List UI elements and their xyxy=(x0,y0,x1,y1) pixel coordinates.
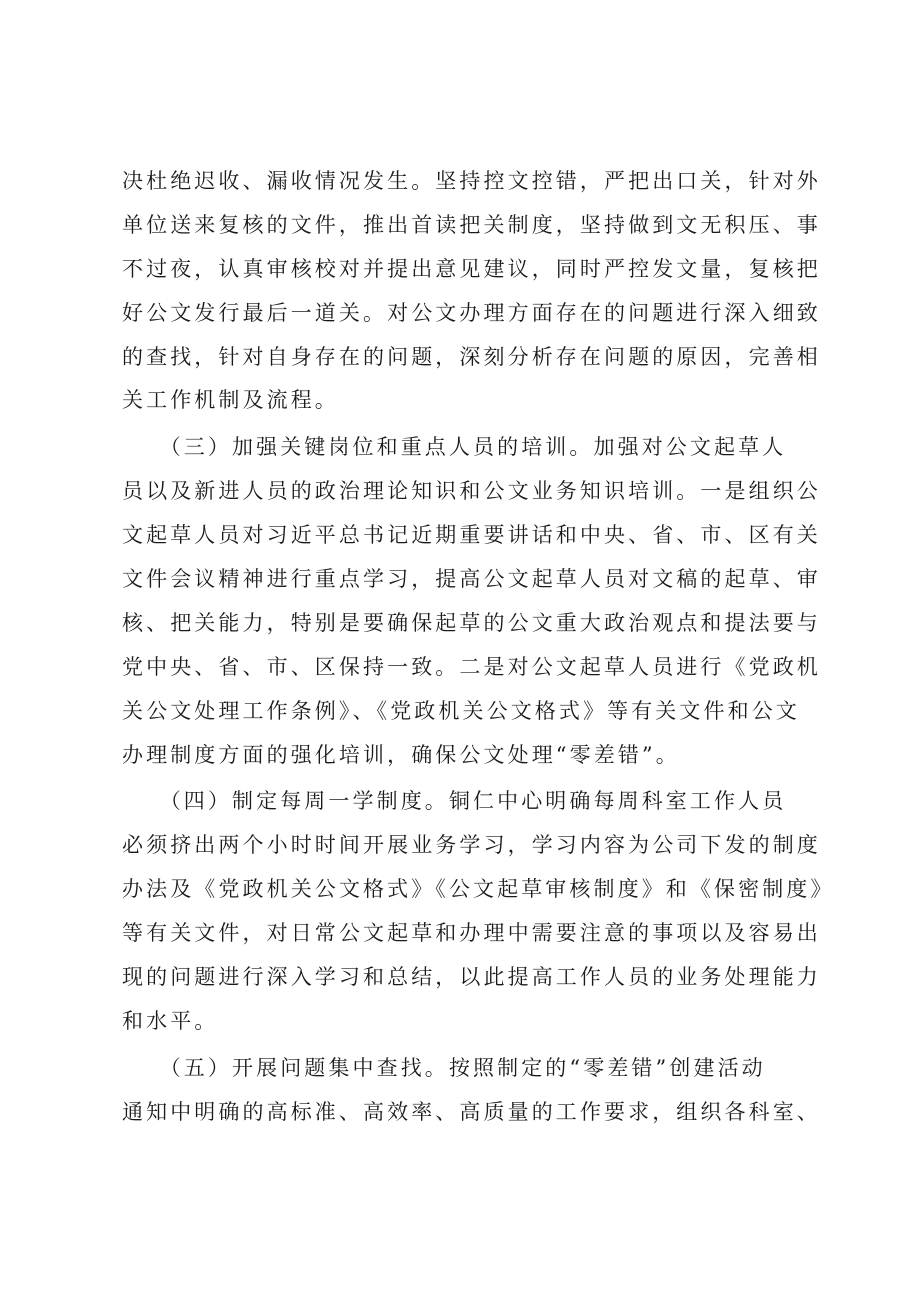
text-line: 现的问题进行深入学习和总结，以此提高工作人员的业务处理能力 xyxy=(122,965,821,990)
text-line: 办法及《党政机关公文格式》《公文起草审核制度》和《保密制度》 xyxy=(122,877,835,902)
text-line: 文件会议精神进行重点学习，提高公文起草人员对文稿的起草、审 xyxy=(122,567,821,592)
text-line: 好公文发行最后一道关。对公文办理方面存在的问题进行深入细致 xyxy=(122,300,821,325)
text-line: 文起草人员对习近平总书记近期重要讲话和中央、省、市、区有关 xyxy=(122,523,821,548)
text-line: 和水平。 xyxy=(122,1008,219,1033)
document-body xyxy=(122,160,835,1135)
section-heading-line: （五）开展问题集中查找。按照制定的“零差错”创建活动 xyxy=(122,1055,766,1080)
text-line: 单位送来复核的文件，推出首读把关制度，坚持做到文无积压、事 xyxy=(122,212,821,237)
text-line: 关工作机制及流程。 xyxy=(122,388,339,413)
text-line: 员以及新进人员的政治理论知识和公文业务知识培训。一是组织公 xyxy=(122,479,821,504)
text-line: 办理制度方面的强化培训，确保公文处理“零差错”。 xyxy=(122,742,680,767)
text-line: 关公文处理工作条例》、《党政机关公文格式》等有关文件和公文 xyxy=(122,698,800,723)
text-line: 的查找，针对自身存在的问题，深刻分析存在问题的原因，完善相 xyxy=(122,344,821,369)
text-line: 不过夜，认真审核校对并提出意见建议，同时严控发文量，复核把 xyxy=(122,256,821,281)
text-line: 党中央、省、市、区保持一致。二是对公文起草人员进行《党政机 xyxy=(122,654,821,679)
section-heading-line: （四）制定每周一学制度。铜仁中心明确每周科室工作人员 xyxy=(122,789,787,814)
text-line: 核、把关能力，特别是要确保起草的公文重大政治观点和提法要与 xyxy=(122,610,821,635)
section-heading-line: （三）加强关键岗位和重点人员的培训。加强对公文起草人 xyxy=(122,435,787,460)
text-line: 必须挤出两个小时时间开展业务学习，学习内容为公司下发的制度 xyxy=(122,833,821,858)
text-line: 通知中明确的高标准、高效率、高质量的工作要求，组织各科室、 xyxy=(122,1099,821,1124)
text-line: 等有关文件，对日常公文起草和办理中需要注意的事项以及容易出 xyxy=(122,921,821,946)
text-line: 决杜绝迟收、漏收情况发生。坚持控文控错，严把出口关，针对外 xyxy=(122,169,821,193)
